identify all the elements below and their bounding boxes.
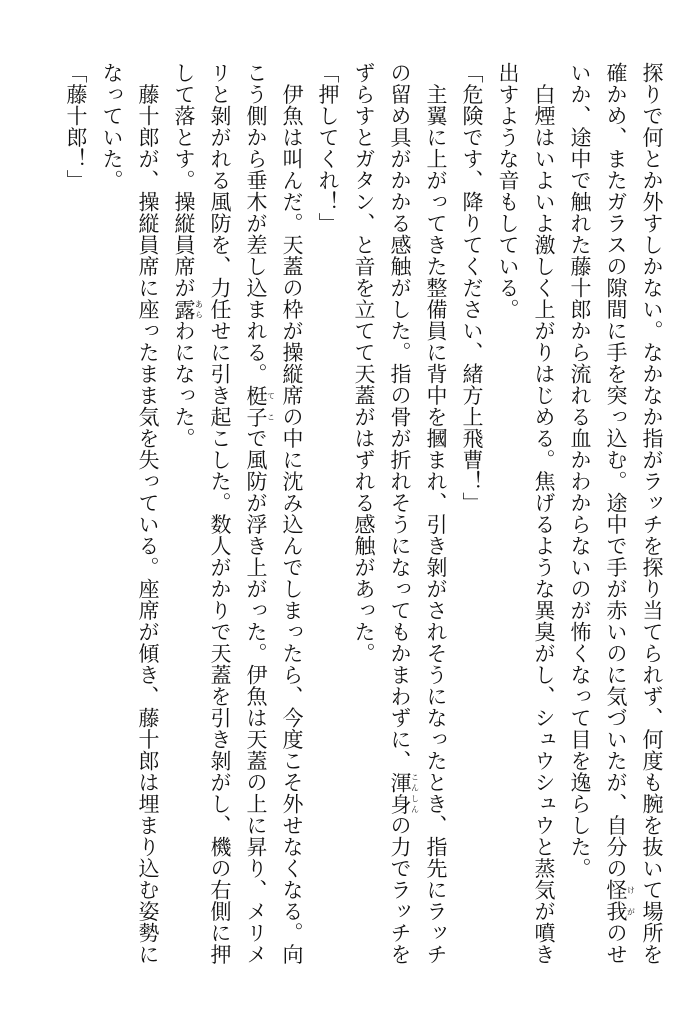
furigana-word: 怪我けが bbox=[604, 879, 636, 922]
furigana-word: 渾身こんしん bbox=[388, 771, 420, 815]
dialogue-line: 「藤十郎！」 bbox=[64, 62, 88, 191]
vertical-text-body bbox=[20, 62, 670, 972]
paragraph: 主翼に上がってきた整備員に背中を摑まれ、引き剝がされそうになったとき、指先にラッチの留め具がかかる感触がした。指の骨が折れそうになってもかまわずに、渾身こんしんの力でラッチをずらすとガタン、と音を立てて天蓋がはずれる感触があった。 bbox=[352, 62, 448, 965]
furigana-word: 露あら bbox=[172, 298, 204, 320]
dialogue-line: 「危険です、降りてください、緒方上飛曹！」 bbox=[460, 62, 484, 514]
paragraph: 探りで何とか外すしかない。なかなか指がラッチを探り当てられず、何度も腕を抜いて場所を確かめ、またガラスの隙間に手を突っ込む。途中で手が赤いのに気づいたが、自分の怪我けがのせいか、途中で触れた藤十郎から流れる血かわからないのが怖くなって目を逸らした。 bbox=[568, 62, 664, 965]
paragraph: 藤十郎が、操縦員席に座ったまま気を失っている。座席が傾き、藤十郎は埋まり込む姿勢になっていた。 bbox=[100, 62, 160, 965]
paragraph: 白煙はいよいよ激しく上がりはじめる。焦げるような異臭がし、シュウシュウと蒸気が噴き出すような音もしている。 bbox=[496, 62, 556, 965]
dialogue-line: 「押してくれ！」 bbox=[316, 62, 340, 234]
paragraph: 伊魚は叫んだ。天蓋の枠が操縦席の中に沈み込んでしまったら、今度こそ外せなくなる。向こう側から垂木が差し込まれる。梃子てこで風防が浮き上がった。伊魚は天蓋の上に昇り、メリメリと剝がれる風防を、力任せに引き起こした。数人がかりで天蓋を引き剝がし、機の右側に押して落とす。操縦員席が露あらわになった。 bbox=[172, 62, 304, 965]
furigana-word: 梃子てこ bbox=[244, 384, 276, 428]
